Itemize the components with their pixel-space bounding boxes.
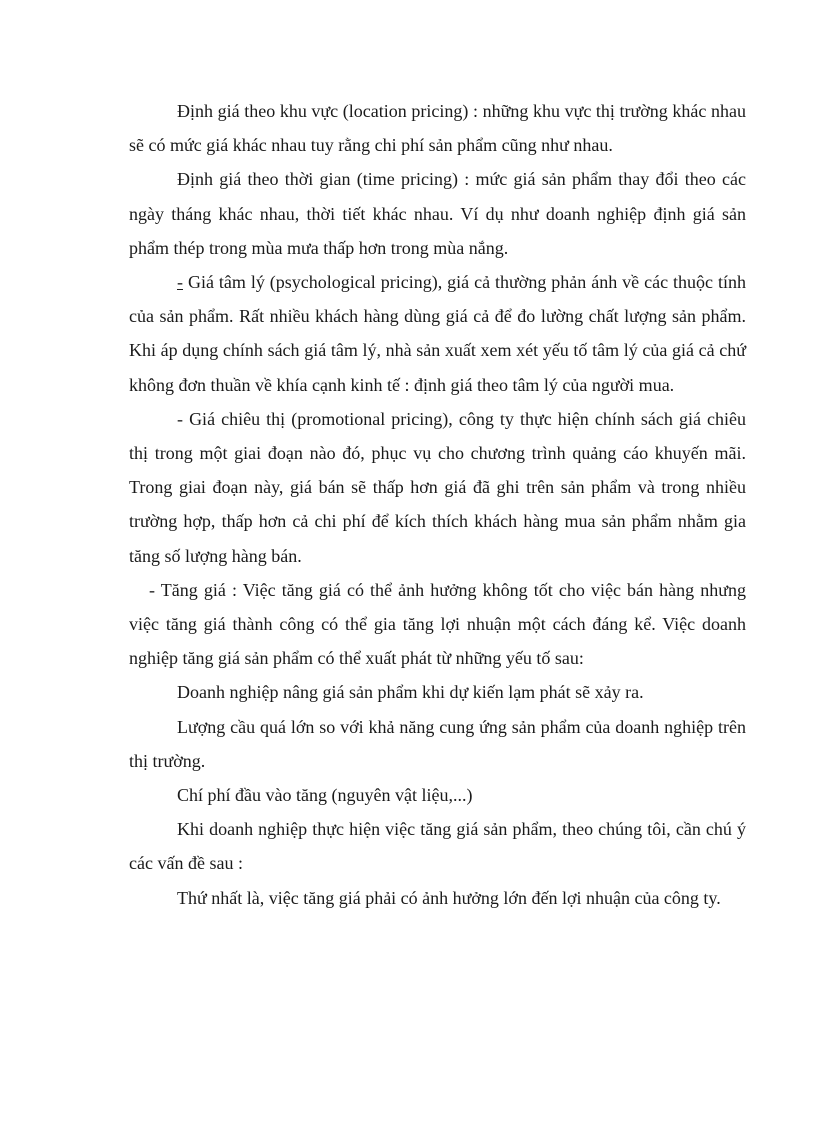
list-dash: - — [177, 272, 183, 293]
paragraph-price-increase: - Tăng giá : Việc tăng giá có thể ảnh hưởng không tốt cho việc bán hàng nhưng việc tăng giá thành công có thể gia tăng lợi nhuận một cách đáng kể. Việc doanh nghiệp tăng giá sản phẩm có thể xuất phát từ những yếu tố sau: — [129, 579, 746, 669]
paragraph-considerations: Khi doanh nghiệp thực hiện việc tăng giá sản phẩm, theo chúng tôi, cần chú ý các vấn đề sau : — [129, 819, 746, 874]
paragraph-first-point: Thứ nhất là, việc tăng giá phải có ảnh hưởng lớn đến lợi nhuận của công ty. — [177, 887, 721, 908]
paragraph-location-pricing: Định giá theo khu vực (location pricing) : những khu vực thị trường khác nhau sẽ có mức giá khác nhau tuy rằng chi phí sản phẩm cũng như nhau. — [129, 101, 746, 156]
document-body — [129, 94, 746, 915]
paragraph-inflation: Doanh nghiệp nâng giá sản phẩm khi dự kiến lạm phát sẽ xảy ra. — [177, 682, 644, 703]
paragraph-psychological-pricing — [129, 265, 746, 402]
paragraph-promotional-pricing: - Giá chiêu thị (promotional pricing), công ty thực hiện chính sách giá chiêu thị trong một giai đoạn nào đó, phục vụ cho chương trình quảng cáo khuyến mãi. Trong giai đoạn này, giá bán sẽ thấp hơn giá đã ghi trên sản phẩm và trong nhiều trường hợp, thấp hơn cả chi phí để kích thích khách hàng mua sản phẩm nhằm gia tăng số lượng hàng bán. — [129, 408, 746, 566]
paragraph-text: Giá tâm lý (psychological pricing), giá cả thường phản ánh về các thuộc tính của sản phẩm. Rất nhiều khách hàng dùng giá cả để đo lường chất lượng sản phẩm. Khi áp dụng chính sách giá tâm lý, nhà sản xuất xem xét yếu tố tâm lý của giá cả chứ không đơn thuần về khía cạnh kinh tế : định giá theo tâm lý của người mua. — [129, 272, 746, 395]
paragraph-time-pricing: Định giá theo thời gian (time pricing) : mức giá sản phẩm thay đổi theo các ngày tháng khác nhau, thời tiết khác nhau. Ví dụ như doanh nghiệp định giá sản phẩm thép trong mùa mưa thấp hơn trong mùa nắng. — [129, 169, 746, 258]
paragraph-demand: Lượng cầu quá lớn so với khả năng cung ứng sản phẩm của doanh nghiệp trên thị trường. — [129, 716, 746, 771]
paragraph-input-cost: Chí phí đầu vào tăng (nguyên vật liệu,...) — [177, 785, 473, 806]
